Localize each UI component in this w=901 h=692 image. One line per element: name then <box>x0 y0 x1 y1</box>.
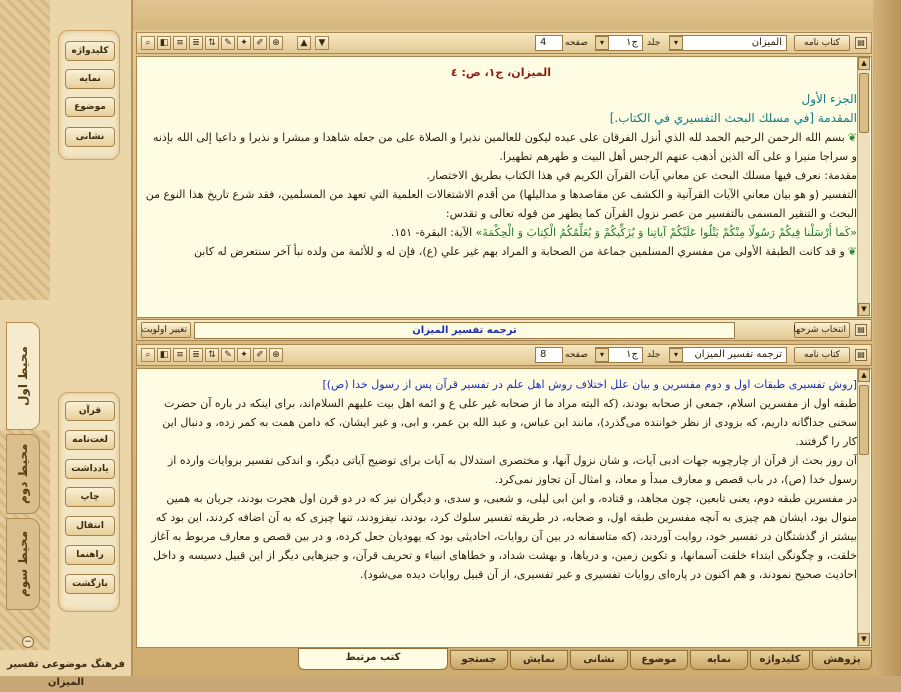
scroll-down-icon[interactable]: ▼ <box>858 303 870 316</box>
panel-icon[interactable]: ▤ <box>855 324 867 336</box>
scroll-thumb[interactable] <box>859 73 869 133</box>
verse-reference: الآية: البقرة- ١٥١. <box>390 226 473 239</box>
scroll-down-icon[interactable]: ▼ <box>858 633 870 646</box>
help-button[interactable]: راهنما <box>65 545 115 565</box>
top-edge <box>133 0 873 30</box>
sort-icon[interactable]: ⇅ <box>205 36 219 50</box>
keyword-button[interactable]: کلیدواژه <box>65 41 115 61</box>
tag-icon[interactable]: ✦ <box>237 348 251 362</box>
zoom-icon[interactable]: ⊕ <box>269 348 283 362</box>
top-scrollbar[interactable] <box>857 57 870 317</box>
scroll-up-icon[interactable]: ▲ <box>858 369 870 382</box>
paragraph: طبقه اول از مفسرين اسلام، جمعى از صحابه بودند، (كه البته مراد ما از صحابه غير على ع و ائمه اهل بيت عليهم السلام‌اند، براى اينكه در باره آن حضرت سخنى جداگانه داريم، كه بزودى از نظر خواننده مى‌گذرد)، مانند ابن عباس، و عبد الله بن عمر، و ابى، و غير ايشان، كه دامن همت به كمر زده، و دنبال اين كار را گرفتند. <box>162 397 857 448</box>
note-icon[interactable]: ✎ <box>221 348 235 362</box>
volume-select[interactable]: ج١ <box>595 347 643 363</box>
section-title: المقدمة [في مسلك البحث التفسيري في الكتاب.] <box>609 111 857 125</box>
persian-text-content <box>145 375 857 645</box>
commentary-bar <box>136 319 872 341</box>
bookmark-icon[interactable]: ◧ <box>157 36 171 50</box>
verse-paragraph <box>145 223 857 242</box>
zoom-icon[interactable]: ⊕ <box>269 36 283 50</box>
tab-subject[interactable]: موضوع <box>630 650 688 670</box>
quran-verse[interactable]: «كَما أَرْسَلْنا فِيكُمْ رَسُولًا مِنْكُمْ يَتْلُوا عَلَيْكُمْ آياتِنا وَ يُزَكِّيكُمْ وَ يُعَلِّمُكُمُ الْكِتابَ وَ الْحِكْمَةَ» <box>475 226 857 239</box>
sidebar-top-panel <box>58 30 120 160</box>
book-select[interactable]: المیزان <box>669 35 787 51</box>
tab-environment-2[interactable]: محیط دوم <box>6 434 40 514</box>
volume-select[interactable]: ج١ <box>595 35 643 51</box>
tab-environment-1[interactable]: محیط اول <box>6 322 40 430</box>
persian-translation-pane <box>136 368 872 648</box>
scroll-thumb[interactable] <box>859 385 869 455</box>
paragraph-text: و قد كانت الطبقة الأولى من مفسري المسلمين جماعة من الصحابة و المراد بهم غير علي (ع)، فإن له و للأئمة من ولده نبأ آخر سنتعرض له كابن <box>193 245 845 258</box>
highlight-icon[interactable]: ✐ <box>253 348 267 362</box>
page-input[interactable]: 8 <box>535 347 563 363</box>
nav-up-icon[interactable]: ▲ <box>297 36 311 50</box>
sidebar <box>0 0 133 688</box>
tab-environment-3[interactable]: محیط سوم <box>6 518 40 610</box>
page-label: صفحه <box>565 38 588 48</box>
address-button[interactable]: نشانی <box>65 127 115 147</box>
select-commentary-button[interactable]: انتخاب شرحها <box>794 322 850 338</box>
tab-address[interactable]: نشانی <box>570 650 628 670</box>
notes-button[interactable]: یادداشت <box>65 459 115 479</box>
dictionary-button[interactable]: لغت‌نامه <box>65 430 115 450</box>
sort-icon[interactable]: ⇅ <box>205 348 219 362</box>
right-edge <box>873 0 901 676</box>
tag-icon[interactable]: ✦ <box>237 36 251 50</box>
panel-icon[interactable]: ▤ <box>855 349 867 361</box>
bottom-toolbar <box>136 344 872 366</box>
book-dropdown-icon[interactable]: ▾ <box>669 36 683 50</box>
book-dropdown-icon[interactable]: ▾ <box>669 348 683 362</box>
tab-index[interactable]: نمایه <box>690 650 748 670</box>
paragraph: در مفسرين طبقه دوم، يعنى تابعين، چون مجاهد، و قتاده، و ابن ابى ليلى، و شعبى، و سدى، و ديگران نيز كه در دو قرن اول هجرت بودند، جريان به همين منوال بود، ايشان هم چيزى به آنچه مفسرين طبقه اول، و صحابه، در طريقه تفسير سلوك كرد، بودند، نيفزودند، تنها چيزى كه به آن اضافه كردند، اين بود كه بيشتر از گذشتگان در تفسير خود، روايت آوردند، (كه متاسفانه در بين آن روايات، احاديثى بود كه يهوديان جعل كرده، و در بين قصص و معارف مربوط به آغاز خلقت، و چگونگى ابتداء خلقت آسمانها، و تكوين زمين، و درياها، و بهشت شداد، و خطاهاى انبياء و تحريف قرآن، و جيزهايى ديگر از اين قبيل دسيسه و داخل احاديث صحيح نمودند، و هم اكنون در پاره‌اى روايات تفسيرى و غير تفسيرى، از آن قبيل روايات ديده مى‌شود). <box>151 492 857 581</box>
list-icon[interactable]: ≣ <box>189 348 203 362</box>
volume-label: جلد <box>647 350 661 360</box>
leaf-icon: ❦ <box>847 131 857 144</box>
paragraph: التفسير (و هو بيان معاني الآيات القرآنية و الكشف عن مقاصدها و مداليلها) من أقدم الاشتغالات العلمية التي تعهد من المسلمين، فقد شرع تاريخ هذا النوع من البحث و التنقير المسمى بالتفسير من عصر نزول القرآن كما يظهر من قوله تعالى و تقدس: <box>145 188 857 220</box>
commentary-title-field: ترجمه تفسير الميزان <box>194 322 735 339</box>
volume-dropdown-icon[interactable]: ▾ <box>595 348 609 362</box>
note-icon[interactable]: ✎ <box>221 36 235 50</box>
back-button[interactable]: بازگشت <box>65 574 115 594</box>
page-label: صفحه <box>565 350 588 360</box>
bottom-scrollbar[interactable] <box>857 369 870 647</box>
book-list-button[interactable]: کتاب نامه <box>794 35 850 51</box>
scroll-up-icon[interactable]: ▲ <box>858 57 870 70</box>
panel-icon[interactable]: ▤ <box>855 37 867 49</box>
arabic-text-pane <box>136 56 872 318</box>
leaf-icon: ❦ <box>847 245 857 258</box>
sidebar-pattern <box>0 0 50 300</box>
tab-display[interactable]: نمایش <box>510 650 568 670</box>
tab-research[interactable]: پژوهش <box>812 650 872 670</box>
transfer-button[interactable]: انتقال <box>65 516 115 536</box>
paragraph <box>145 242 857 261</box>
page-input[interactable]: 4 <box>535 35 563 51</box>
binoculars-icon[interactable]: ⌕ <box>141 348 155 362</box>
book-list-button[interactable]: کتاب نامه <box>794 347 850 363</box>
tab-search[interactable]: جستجو <box>450 650 508 670</box>
change-priority-button[interactable]: تغییر اولویت <box>141 322 191 338</box>
list-icon[interactable]: ≡ <box>173 36 187 50</box>
paragraph: آن روز بحث از قرآن از چارچوبه جهات ادبى آيات، و شان نزول آنها، و مختصرى استدلال به آيات براى توضيح آياتى ديگر، و اندكى تفسير بروايات وارده از رسول خدا (ص)، در باب قصص و معارف مبدأ و معاد، و امثال آن تجاوز نمى‌كرد. <box>168 454 857 486</box>
paragraph: مقدمة: نعرف فيها مسلك البحث عن معاني آيات القرآن الكريم في هذا الكتاب بطريق الاختصار. <box>426 169 857 182</box>
nav-down-icon[interactable]: ▼ <box>315 36 329 50</box>
tab-keyword[interactable]: کلیدواژه <box>750 650 810 670</box>
highlight-icon[interactable]: ✐ <box>253 36 267 50</box>
page-reference: الميزان، ج١، ص: ٤ <box>450 66 552 79</box>
list-icon[interactable]: ≡ <box>173 348 187 362</box>
subject-button[interactable]: موضوع <box>65 97 115 117</box>
book-select[interactable]: ترجمه تفسیر المیزان <box>669 347 787 363</box>
volume-label: جلد <box>647 38 661 48</box>
part-title: الجزء الأول <box>801 92 857 106</box>
binoculars-icon[interactable]: ⌕ <box>141 36 155 50</box>
volume-dropdown-icon[interactable]: ▾ <box>595 36 609 50</box>
quran-button[interactable]: قرآن <box>65 401 115 421</box>
paragraph-text: بسم الله الرحمن الرحيم الحمد لله الذي أنزل الفرقان على عبده ليكون للعالمين نذيرا و الصلاة على من جعله شاهدا و مبشرا و نذيرا و داعيا إلى الله بإذنه و سراجا منيرا و على آله الذين أذهب عنهم الرجس أهل البيت و طهرهم تطهيرا. <box>153 131 857 163</box>
section-title: [روش تفسيرى طبقات اول و دوم مفسرين و بيان علل اختلاف روش اهل علم در تفسير قرآن پس از رسول خدا (ص)] <box>322 378 857 391</box>
paragraph <box>145 128 857 166</box>
print-button[interactable]: چاپ <box>65 487 115 507</box>
collapse-icon[interactable]: − <box>22 636 34 648</box>
sidebar-bottom-panel <box>58 392 120 612</box>
app-title: فرهنگ موضوعی تفسیر المیزان <box>7 659 125 688</box>
bottom-tab-bar <box>298 650 872 672</box>
top-toolbar <box>136 32 872 54</box>
tab-related-books[interactable]: کتب مرتبط <box>298 648 448 670</box>
list-icon[interactable]: ≣ <box>189 36 203 50</box>
bookmark-icon[interactable]: ◧ <box>157 348 171 362</box>
arabic-text-content <box>145 61 857 315</box>
index-button[interactable]: نمایه <box>65 69 115 89</box>
